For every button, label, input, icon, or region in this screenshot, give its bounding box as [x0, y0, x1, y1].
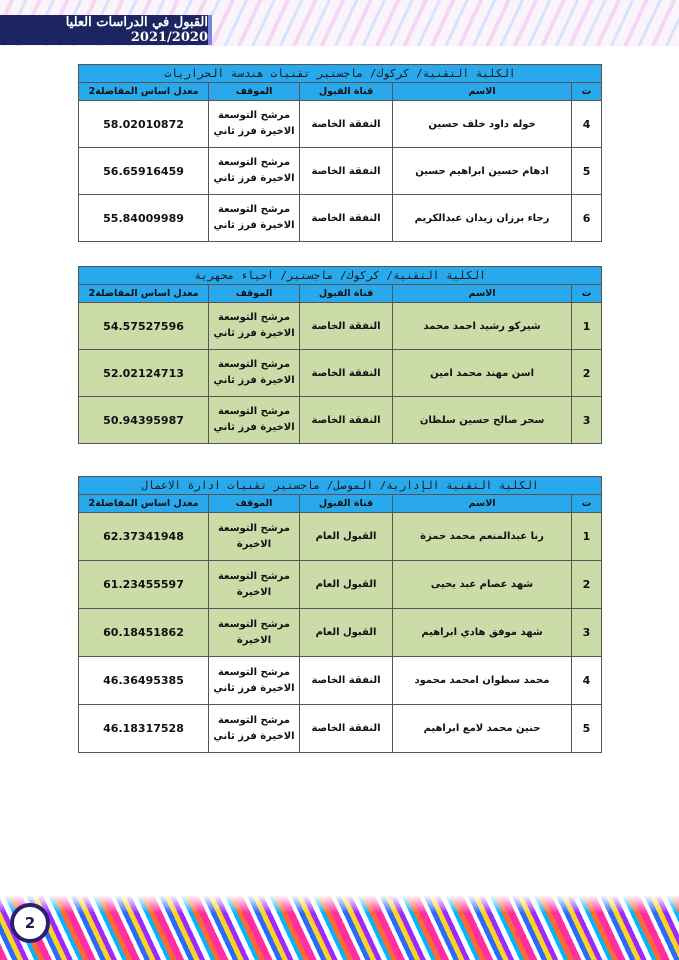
page-number: 2 [10, 903, 50, 943]
row-name: محمد سطوان امحمد محمود [393, 657, 572, 705]
table-header-row [79, 83, 602, 101]
row-score: 46.18317528 [79, 705, 209, 753]
row-position [209, 101, 300, 148]
table-row [79, 657, 602, 705]
header-score: معدل اساس المفاضلة2 [79, 83, 209, 101]
row-num: 6 [572, 195, 602, 242]
page-header-title: القبول في الدراسات العليا 2021/2020 [0, 15, 212, 45]
position-line-2: الاخيرة فرز ثاني [213, 682, 295, 694]
row-score: 56.65916459 [79, 148, 209, 195]
position-line-2: الاخيرة فرز ثاني [213, 220, 295, 231]
position-line-2: الاخيرة فرز ثاني [213, 375, 295, 386]
row-score: 62.37341948 [79, 513, 209, 561]
row-channel: النفقة الخاصة [300, 705, 393, 753]
position-line-1: مرشح التوسعة [218, 157, 291, 168]
table-title: الكلية التقنية/ كركوك/ ماجستير تقنيات هندسة الحراريات [79, 65, 602, 83]
row-name: اسن مهند محمد امين [393, 350, 572, 397]
header-channel: قناة القبول [300, 83, 393, 101]
header-score: معدل اساس المفاضلة2 [79, 285, 209, 303]
row-name: شهد موفق هادي ابراهيم [393, 609, 572, 657]
row-name: شهد عصام عبد يحيى [393, 561, 572, 609]
position-line-1: مرشح التوسعة [218, 204, 291, 215]
admission-table-microbiology [78, 266, 602, 444]
header-position: الموقف [209, 83, 300, 101]
position-line-2: الاخيرة [236, 538, 272, 550]
header-channel: قناة القبول [300, 285, 393, 303]
position-line-2: الاخيرة فرز ثاني [213, 328, 295, 339]
row-num: 1 [572, 513, 602, 561]
row-position [209, 561, 300, 609]
row-name: شيركو رشيد احمد محمد [393, 303, 572, 350]
header-position: الموقف [209, 285, 300, 303]
table-header-row [79, 495, 602, 513]
row-channel: القبول العام [300, 513, 393, 561]
row-channel: القبول العام [300, 561, 393, 609]
row-channel: النفقة الخاصة [300, 397, 393, 444]
row-num: 2 [572, 350, 602, 397]
header-name: الاسم [393, 83, 572, 101]
row-position [209, 397, 300, 444]
footer-decoration [0, 895, 679, 960]
table-title: الكلية التقنية/ كركوك/ ماجستير/ احياء مجهرية [79, 267, 602, 285]
table-row [79, 705, 602, 753]
header-num: ت [572, 83, 602, 101]
table-header-row [79, 285, 602, 303]
row-position [209, 657, 300, 705]
row-name: ادهام حسين ابراهيم حسين [393, 148, 572, 195]
position-line-1: مرشح التوسعة [218, 110, 291, 121]
table-row [79, 561, 602, 609]
row-channel: القبول العام [300, 609, 393, 657]
table-row [79, 195, 602, 242]
position-line-2: الاخيرة [236, 586, 272, 598]
position-line-1: مرشح التوسعة [217, 618, 290, 630]
row-position [209, 609, 300, 657]
header-name: الاسم [393, 285, 572, 303]
row-channel: النفقة الخاصة [300, 303, 393, 350]
row-score: 61.23455597 [79, 561, 209, 609]
table-row [79, 397, 602, 444]
row-score: 50.94395987 [79, 397, 209, 444]
position-line-1: مرشح التوسعة [217, 570, 290, 582]
row-channel: النفقة الخاصة [300, 148, 393, 195]
position-line-2: الاخيرة فرز ثاني [213, 173, 295, 184]
table-row [79, 101, 602, 148]
row-name: سحر صالح حسين سلطان [393, 397, 572, 444]
row-position [209, 513, 300, 561]
position-line-1: مرشح التوسعة [217, 714, 290, 726]
row-name: رجاء برزان زيدان عبدالكريم [393, 195, 572, 242]
row-channel: النفقة الخاصة [300, 657, 393, 705]
table-title: الكلية التقنية الإدارية/ الموصل/ ماجستير تقنيات ادارة الاعمال [79, 477, 602, 495]
row-num: 2 [572, 561, 602, 609]
row-name: خوله داود خلف حسين [393, 101, 572, 148]
table-row [79, 350, 602, 397]
position-line-2: الاخيرة [236, 634, 272, 646]
row-num: 4 [572, 657, 602, 705]
position-line-1: مرشح التوسعة [218, 312, 291, 323]
table-row [79, 148, 602, 195]
row-channel: النفقة الخاصة [300, 195, 393, 242]
row-score: 46.36495385 [79, 657, 209, 705]
header-name: الاسم [393, 495, 572, 513]
row-position [209, 195, 300, 242]
row-score: 54.57527596 [79, 303, 209, 350]
header-num: ت [572, 495, 602, 513]
row-position [209, 303, 300, 350]
table-row [79, 513, 602, 561]
position-line-2: الاخيرة فرز ثاني [213, 730, 295, 742]
row-score: 52.02124713 [79, 350, 209, 397]
table-row [79, 609, 602, 657]
row-num: 3 [572, 609, 602, 657]
header-num: ت [572, 285, 602, 303]
row-score: 60.18451862 [79, 609, 209, 657]
position-line-1: مرشح التوسعة [217, 522, 290, 534]
table-row [79, 303, 602, 350]
position-line-2: الاخيرة فرز ثاني [213, 126, 295, 137]
row-position [209, 350, 300, 397]
row-position [209, 705, 300, 753]
row-num: 5 [572, 705, 602, 753]
row-channel: النفقة الخاصة [300, 350, 393, 397]
row-num: 5 [572, 148, 602, 195]
position-line-1: مرشح التوسعة [218, 359, 291, 370]
row-position [209, 148, 300, 195]
row-num: 3 [572, 397, 602, 444]
admission-table-heat-engineering [78, 64, 602, 242]
row-channel: النفقة الخاصة [300, 101, 393, 148]
row-score: 55.84009989 [79, 195, 209, 242]
row-num: 1 [572, 303, 602, 350]
row-num: 4 [572, 101, 602, 148]
position-line-1: مرشح التوسعة [217, 666, 290, 678]
row-score: 58.02010872 [79, 101, 209, 148]
admission-table-business-administration [78, 476, 602, 753]
row-name: رنا عبدالمنعم محمد حمزة [393, 513, 572, 561]
header-position: الموقف [209, 495, 300, 513]
header-score: معدل اساس المفاضلة2 [79, 495, 209, 513]
position-line-1: مرشح التوسعة [218, 406, 291, 417]
position-line-2: الاخيرة فرز ثاني [213, 422, 295, 433]
header-channel: قناة القبول [300, 495, 393, 513]
row-name: حنين محمد لامع ابراهيم [393, 705, 572, 753]
